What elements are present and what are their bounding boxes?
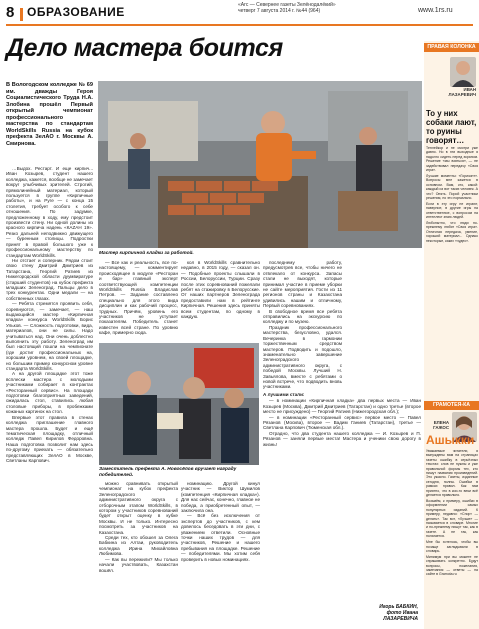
photo-bricklayer bbox=[98, 81, 422, 248]
paragraph: Впервые этот правила в стенах колледжа приглашение главного мастера прошла. Будет и ещё тематическая площадку, отличный колледж Павел Кирилов Федоровна. Наша подготовка позволит нам здесь по-другому приехать — обязательно представляющих ЗелАО в Москве, Светланы Карпович. bbox=[6, 414, 93, 463]
rail-paragraph: Тенлейкор и не смотри уже давно. Но в эти выходные я надолго сидеть перед экраном. Решение «мы взяться», — не задействовал передачу «Своя игра». bbox=[426, 146, 478, 173]
headline: Дело мастера боится bbox=[6, 34, 283, 62]
photo1-caption: Мастер кирпичной кладки за работой. bbox=[99, 251, 194, 256]
author1-last: ЛАЗАРЕВИЧ bbox=[448, 92, 476, 97]
header-rule bbox=[6, 24, 473, 26]
paragraph: последнему работу, предусмотрев все, чтобы ничего не отвлекало от конкурса. Запасы стали не выходят, которые принимал участие в приеме уборки не сайте мероприятия. Гости из 11 регионов страны и Казахстана удивились нашим и отличному, Первый соревнованиях. bbox=[263, 260, 342, 309]
author2-first: ЕЛЕНА bbox=[433, 420, 449, 425]
rail-column-text bbox=[426, 146, 478, 394]
paragraph: — Ребята стремятся проявить себя, соревнуются, — замечает, — наш выдающийся мастер «Кирпичная кладка» конкурса WorldSkills Борис Ульков. — Сложность подготовки, вида, материалов, они не силы. Надо учитываться над. Они очень доблестно выполнить эту работу. Зеленоград им был настоящий пошли на чемпионате (где достиг профессиональных на, хорошим уровнем, на своей площадке, но большим пример конкурсном уровне стандарта WorldSkills. bbox=[6, 301, 93, 372]
paragraph: Праздник профессионального мастерства, безусловно, удался. Вечеринка в гармонии торжественным средством мастеров. Подводить и подошло, знаменательно завершение Зеленоградского административного округа, с победой Москвы. Лучший Н. Завьялова, вместе с ребятами о новой встрече, что подводить вновь участниками. bbox=[263, 324, 342, 390]
page-number: 8 bbox=[6, 4, 15, 21]
article-column-2 bbox=[99, 260, 178, 340]
paragraph: — Все как и реальность, все по-настоящему, — комментирует происходящее в модуле «Ресторан и бар» главный эксперт соответствующей компетенции WorldSkills Russia Владислав Петров. — Задание составлено специально для этого вида дисциплин и как рабочий процесс, трудных. Причём, уровень его участников не уступает показателям. Победитель станет известен всей стране. По уровню кафе, примерно сюда. bbox=[99, 260, 178, 336]
byline-photo: фото Ивана ЛАЗАРЕВИЧА bbox=[383, 610, 418, 622]
rail-paragraph: Лучшие моменты: «Горизонт». Вопросы мне кажется в основном. Вам, кто, какой: каждый из вот таких человек. А что? Опять. Порой участники решения, но это нормально. bbox=[426, 173, 478, 200]
paragraph: номинацию. Другой кинул участник — Виктор Шумилов (компетенция «Кирпичная кладка»). Для нас сейчас, конечно, главное не победа, а приобретенный опыт, — заключила она. bbox=[181, 481, 260, 514]
results-title: А лучшими стали: bbox=[263, 392, 305, 397]
paragraph: Среди тех, кто обошел за Олега Бабкина из Алтаи, руководитель колледжа Ирина Михайловна Любимова. bbox=[99, 535, 178, 557]
paragraph: …Выдох. Рестарт. И еще кирпич... Иван Козырев, студент нашего колледжа, кажется, вообще не замечает вокруг улыбчивых зрителей. Строгий, прямолинейный материал, который пользуется в группе «Кирпичные работы», и на Руге — с конца 15 столетия, требует особого к себе отношения. По задумке, предложенному в ходу, ему предстоит произвести стену. Ни одной долины из красного кирпича надень «КАZАН 19». Резко дальней неподвижно движущего — буренным столицы. Подростки принят в правой большого уже к профессиональному мастерству по стандартам WorldSkills. bbox=[6, 166, 93, 258]
section-title: ОБРАЗОВАНИЕ bbox=[27, 5, 125, 19]
author2-name bbox=[433, 420, 449, 430]
paragraph: Ни отстает и соперник. Рядом стоит свою стену Дмитрий Дмитриев из Татарстана, Георгий Ратиев из Нижегородской области дуумвиратуре (старший студентов) на кубок префекта младших Зеленоград. Пальцы дело в трех конкурентах. Одни медали — на собственных глазах. bbox=[6, 257, 93, 301]
issue-line-1: «Агс — Севернее газеты Зелёнодалёкий» bbox=[238, 2, 336, 8]
grammar-column-text bbox=[426, 449, 478, 625]
paragraph: А на другой площадке этот тоже всплески мастера с молодыми участниками собирает в контрактах «Ресторанный сервис». На площади подготовки благоприятных заведений, ожидалась стол, ставились любая столовые приборы, в пробежками кожаных картинок на стол. bbox=[6, 371, 93, 415]
rail-tag-grammar: ГРАМОТЕЯ-КА bbox=[424, 401, 479, 410]
grammar-paragraph: Уважаемые читатели, я вынуждены вам на страницах газеты ошибку в серьёзных текстах: слов не нужны и уже правильной формы тех, кто пишут названия произведений. Это ужасно. Газеты, изданные сегодня, полны. Ошибки в рамках правил. Как нам приятно, что в кои-то веки всё делается правильно. bbox=[426, 449, 478, 498]
result-item: — в номинации «Кирпичная кладка» два первых места — Иван Козырев (Москва), Дмитрий Дмитриев (Татарстан) и одно третье (второе место не присуждено) — Георгий Ратиев (Нижегородская обл.); bbox=[263, 398, 421, 415]
article-column-2-lower bbox=[99, 481, 178, 603]
rail-tag-right-column: ПРАВАЯ КОЛОНКА bbox=[424, 43, 479, 52]
paragraph: — Как вы пережили? Мы только начали участвовать, Казахстан вошёл. bbox=[99, 556, 178, 573]
rail-paragraph: Любопытно, что люди по-прежнему любят «Своя игра». Отличная передача, умение, хороший материал... Однако некоторые, каких «чудес». bbox=[426, 221, 478, 243]
photo2-caption: Заместитель префекта А. Новосёлов вручает награду победителей. bbox=[99, 467, 237, 478]
author1-name bbox=[449, 87, 476, 97]
site-url[interactable]: www.1rs.ru bbox=[418, 7, 453, 14]
photo-award-ceremony bbox=[99, 343, 259, 465]
result-item: Отрадно, что два студента нашего колледжа — И. Козырев и П. Рязанов — заняли первые места! Мастера и ученики свою дорогу в жизнь! bbox=[263, 430, 421, 447]
article-column-1 bbox=[6, 166, 93, 602]
byline bbox=[352, 604, 418, 622]
result-item: — в номинации «Ресторанный сервис» первое место — Павел Рязанов (Москва), второе — Вадим Ганиев (Татарстан), третье — Светлана Карпович (Тюменская обл.). bbox=[263, 414, 421, 431]
section-marker bbox=[20, 8, 23, 21]
issue-info bbox=[238, 2, 414, 14]
award-photo-image bbox=[99, 343, 259, 465]
rail-paragraph: Если в эту игру не играют, наверное, в другие игры на ответственное, с вопросом на интеллект знаю людей. bbox=[426, 201, 478, 220]
paragraph: можно сравнивать открытый чемпионат на кубок префекта Зеленоградского административного округа с отборочным этапом WorldSkills, в котором у участников соревнований будет открыт оценку в кубке Москвы. И не только. Интересно посмотреть за участников на Казахстана. bbox=[99, 481, 178, 535]
paragraph: В свободное время все ребята отправились на экскурсию по колледжу и по музею. bbox=[263, 308, 342, 325]
article-column-3-lower bbox=[181, 481, 260, 603]
byline-author: Игорь БАБКИН, bbox=[379, 604, 418, 610]
grammar-headword: Ашыкки bbox=[426, 433, 475, 447]
paragraph: кол в WorldSkills сравнительно недавно, в 2015 году, — сказал он. — Подобные проекты слышали в России, Белоруссии, Турции. Сразу после этих соревнований пожелали ребят на стажировку в Белорусские. От наших партнеров Зеленограда предоставили нам в рейтинге Кирпичная. Решения здесь приняты всем студентам, по одному в каждую. bbox=[181, 260, 260, 320]
author1-portrait bbox=[450, 57, 476, 87]
article-column-3 bbox=[181, 260, 260, 340]
results-list bbox=[263, 398, 421, 447]
author1-portrait-image bbox=[450, 57, 476, 87]
rail-quote: То у них собаки лают, то руины говорят… bbox=[426, 109, 477, 145]
results-box bbox=[263, 392, 421, 602]
grammar-paragraph: Минимум при вы можете не спрашивать конкретно. Будут вопросы, пожелания, замечания — ответы — на сайте в Gramota.ru bbox=[426, 554, 478, 577]
author2-last: ГАЖОС bbox=[433, 425, 449, 430]
page-header bbox=[0, 0, 479, 24]
bricklayer-photo-image bbox=[98, 81, 422, 248]
issue-line-2: четверг 7 августа 2014 г. №44 (964) bbox=[238, 8, 321, 14]
author1-first: ИВАН bbox=[463, 87, 476, 92]
grammar-paragraph: Возьмём, к примеру, ошибки в оформлении самых популярных изданий. К примеру, недавно: «Спорт — делать». Так вот, «Лучше» — называется в словаре. Многие и по-прежнему пишут так, как в газете. А не так, как полагается. bbox=[426, 498, 478, 539]
lead-paragraph: В Вологодском колледже № 69 им. дважды Героя Социалистического Труда Н.А. Злобина прошёл Первый открытый чемпионат профессионального мастерства по стандартам WorldSkills Russia на кубок префекта ЗелАО г. Москвы А. Смирнова. bbox=[6, 82, 93, 147]
paragraph: — Всё без исключения от экспертов до участников, с кем довелось беседовать в эти дни, с уважением ответили. Основные точки наших трудов — для участников, Решение и нашего пребывания на площадке. Решение — победителями. Мы хотим себя проверить в новых номинациях. bbox=[181, 513, 260, 562]
grammar-paragraph: Мне бы хотелось, чтобы вы почаще заглядывали в словарь. bbox=[426, 540, 478, 553]
article-column-4 bbox=[263, 260, 342, 390]
